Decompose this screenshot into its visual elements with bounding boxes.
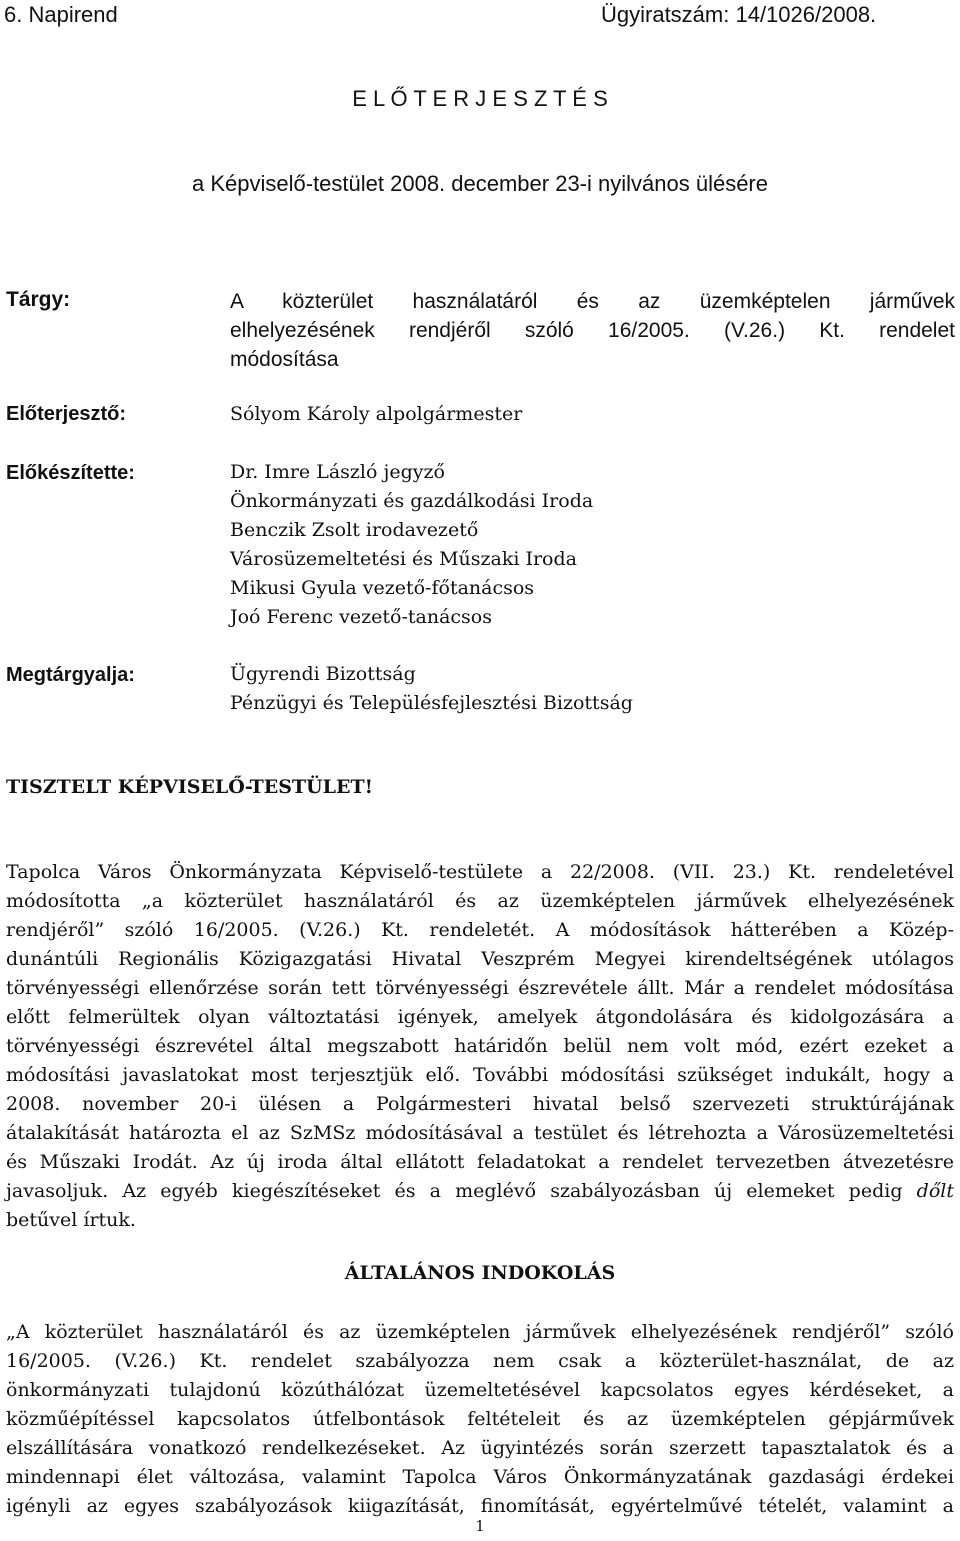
paragraph-line: törvényességi észrevétel által megszabott határidőn belül nem volt mód, ezért ezeket a — [6, 1035, 954, 1057]
salutation: TISZTELT KÉPVISELŐ-TESTÜLET! — [6, 776, 373, 798]
paragraph-line: Tapolca Város Önkormányzata Képviselő-testülete a 22/2008. (VII. 23.) Kt. rendeletével — [6, 861, 954, 883]
prepared-line: Városüzemeltetési és Műszaki Iroda — [230, 548, 577, 570]
paragraph-text: javasoljuk. Az egyéb kiegészítéseket és a meglévő szabályozásban új elemeket pedig — [6, 1180, 903, 1202]
paragraph-line: 16/2005. (V.26.) Kt. rendelet szabályozza nem csak a közterület-használat, de az — [6, 1350, 954, 1372]
paragraph-line: módosítási javaslatokat most terjesztjük elő. További módosítási szükséget indukált, hogy a — [6, 1064, 954, 1086]
paragraph-line: „A közterület használatáról és az üzemképtelen járművek elhelyezésének rendjéről” szóló — [6, 1321, 954, 1343]
paragraph-line: előtt felmerültek olyan változtatási igények, amelyek átgondolására és kidolgozására a — [6, 1006, 954, 1028]
page-number: 1 — [475, 1517, 485, 1535]
document-title: E L Ő T E R J E S Z T É S — [352, 86, 608, 111]
prepared-line: Benczik Zsolt irodavezető — [230, 519, 479, 541]
paragraph-line: rendjéről” szóló 16/2005. (V.26.) Kt. rendeletét. A módosítások hátterében a Közép- — [6, 919, 954, 941]
paragraph-line: igényli az egyes szabályozások kiigazítását, finomítását, egyértelművé tételét, valamint a — [6, 1495, 954, 1517]
prepared-label: Előkészítette: — [6, 462, 135, 484]
discussed-line: Ügyrendi Bizottság — [230, 663, 416, 685]
document-subtitle: a Képviselő-testület 2008. december 23-i nyilvános ülésére — [192, 171, 768, 196]
file-number: Ügyiratszám: 14/1026/2008. — [601, 2, 877, 27]
italic-word: dőlt — [916, 1180, 954, 1202]
paragraph-line — [6, 1177, 954, 1206]
paragraph-line: dunántúli Regionális Közigazgatási Hivatal Veszprém Megyei kirendeltségének utólagos — [6, 948, 954, 970]
paragraph-line: törvényességi ellenőrzése során tett törvényességi észrevétele állt. Már a rendelet módosítása — [6, 977, 954, 999]
prepared-line: Joó Ferenc vezető-tanácsos — [230, 606, 493, 628]
paragraph-line: átalakítását határozta el az SzMSz módosításával a testület és létrehozta a Városüzemeltetési — [6, 1122, 954, 1144]
paragraph-line: közműépítéssel kapcsolatos útfelbontások feltételeit és az üzemképtelen gépjárművek — [6, 1408, 954, 1430]
discussed-label: Megtárgyalja: — [6, 664, 135, 686]
paragraph-line: módosította „a közterület használatáról és az üzemképtelen járművek elhelyezésének — [6, 890, 954, 912]
paragraph-line: és Műszaki Irodát. Az új iroda által ellátott feladatokat a rendelet tervezetben átvezetésre — [6, 1151, 954, 1173]
paragraph-line: elszállítására vonatkozó rendelkezéseket. Az ügyintézés során szerzett tapasztalatok és a — [6, 1437, 954, 1459]
paragraph-line: önkormányzati tulajdonú közúthálózat üzemeltetésével kapcsolatos egyes kérdéseket, a — [6, 1379, 954, 1401]
subject-line: elhelyezésének rendjéről szóló 16/2005. (V.26.) Kt. rendelet — [230, 319, 955, 342]
paragraph-line: betűvel írtuk. — [6, 1209, 136, 1231]
paragraph-line: mindennapi élet változása, valamint Tapolca Város Önkormányzatának gazdasági érdekei — [6, 1466, 954, 1488]
agenda-item: 6. Napirend — [4, 2, 118, 27]
prepared-line: Mikusi Gyula vezető-főtanácsos — [230, 577, 535, 599]
prepared-line: Önkormányzati és gazdálkodási Iroda — [230, 490, 594, 512]
presenter-label: Előterjesztő: — [6, 403, 127, 425]
subject-label: Tárgy: — [6, 288, 71, 311]
presenter-value: Sólyom Károly alpolgármester — [230, 403, 523, 425]
subject-line: A közterület használatáról és az üzemképtelen járművek — [230, 290, 955, 313]
paragraph-line: 2008. november 20-i ülésen a Polgármesteri hivatal belső szervezeti struktúrájának — [6, 1093, 954, 1115]
prepared-line: Dr. Imre László jegyző — [230, 461, 445, 483]
section-heading: ÁLTALÁNOS INDOKOLÁS — [344, 1262, 616, 1284]
discussed-line: Pénzügyi és Településfejlesztési Bizottság — [230, 692, 633, 714]
subject-line: módosítása — [230, 348, 339, 371]
